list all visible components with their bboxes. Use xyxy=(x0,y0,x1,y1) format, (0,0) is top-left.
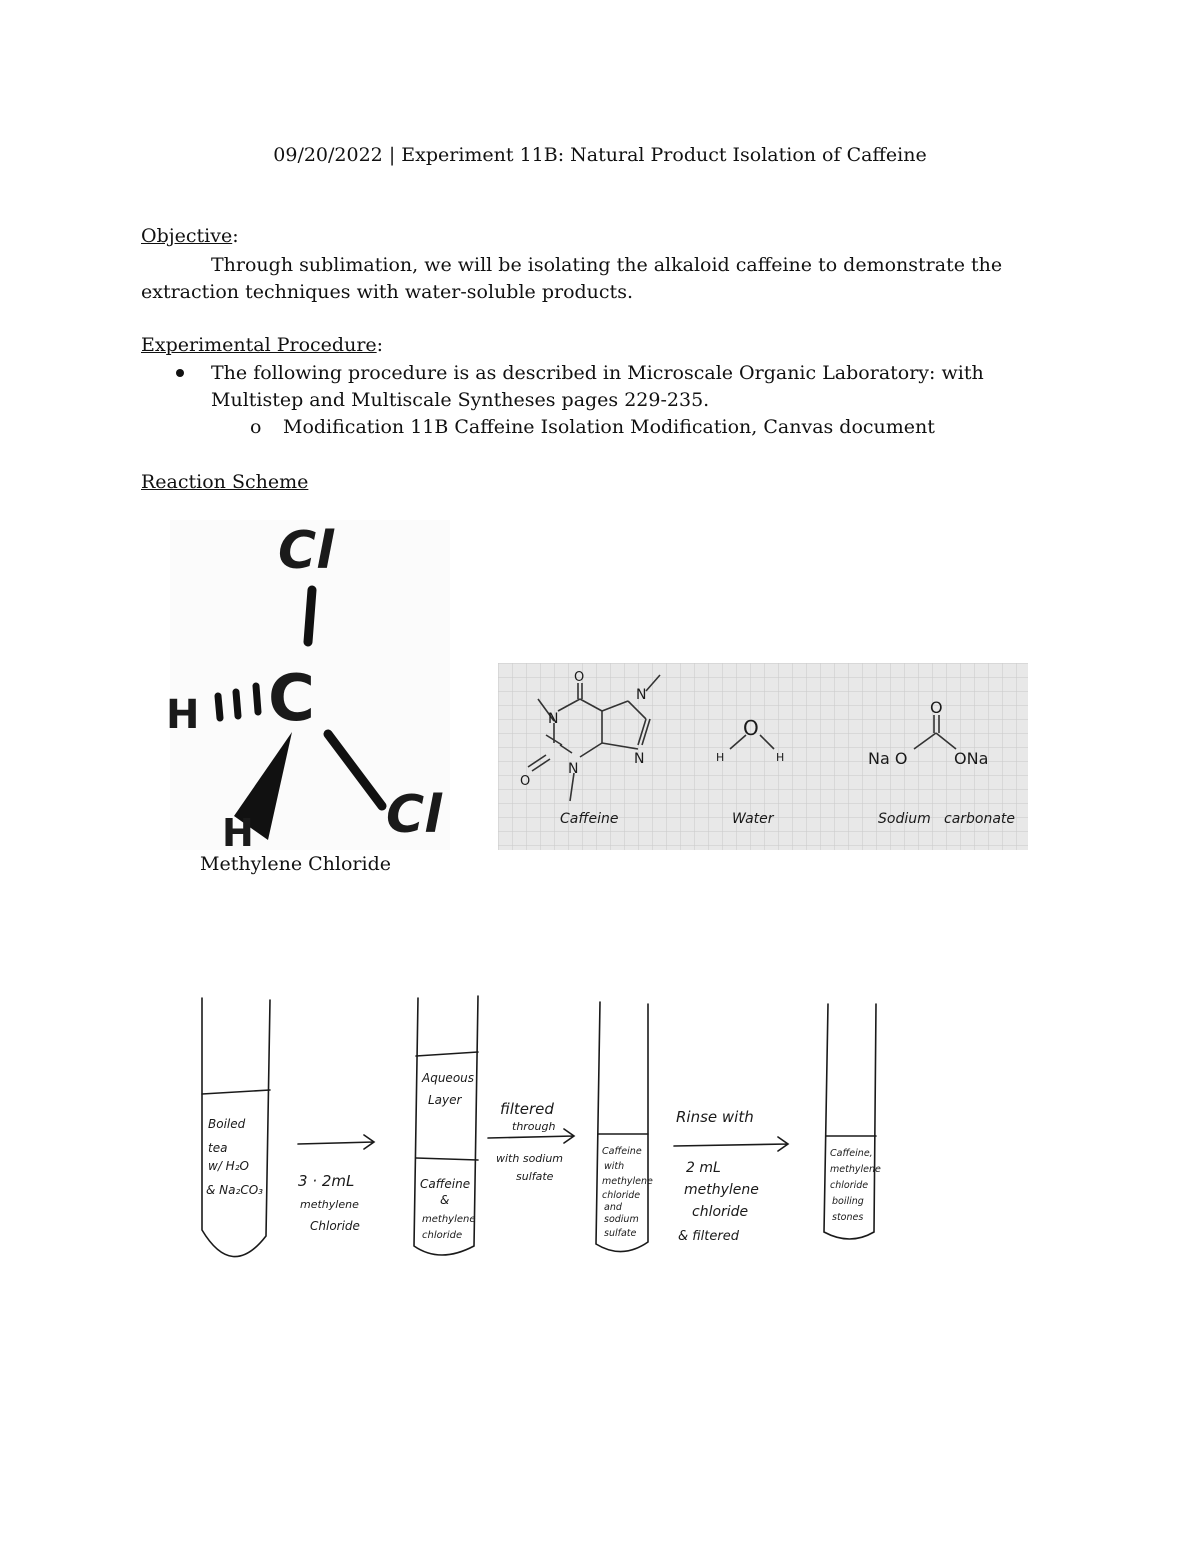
arrow-3-text-4: chloride xyxy=(692,1204,749,1220)
tube-4-text-2: methylene xyxy=(830,1164,881,1175)
water-label: Water xyxy=(732,811,774,827)
tube-4-text-1: Caffeine, xyxy=(830,1148,873,1159)
carbon-label: C xyxy=(268,662,315,736)
caffeine-o-top: O xyxy=(574,670,585,685)
carbonate-nao: Na O xyxy=(868,749,908,768)
arrow-2-text-3: with sodium xyxy=(496,1152,564,1165)
arrow-3-text-2: 2 mL xyxy=(686,1160,721,1176)
procedure-sub-item: Modification 11B Caffeine Isolation Modification, Canvas document xyxy=(283,416,935,438)
procedure-bullet-line-2: Multistep and Multiscale Syntheses pages 229-235. xyxy=(211,389,710,411)
arrow-3-text-3: methylene xyxy=(684,1182,759,1198)
tube-1-text-3: w/ H₂O xyxy=(208,1159,249,1173)
tube-4-text-4: boiling xyxy=(832,1196,864,1207)
arrow-3-text-1: Rinse with xyxy=(676,1108,754,1126)
tube-1-liquid-line xyxy=(202,1090,270,1094)
tube-3-text-7: sulfate xyxy=(604,1228,637,1239)
tube-2-bottom-text-1: Caffeine xyxy=(420,1177,471,1191)
methylene-chloride-structure xyxy=(160,520,450,855)
sodium-label: Sodium xyxy=(878,811,931,827)
water-h-left: H xyxy=(716,751,725,764)
tube-3-text-2: with xyxy=(604,1161,625,1172)
tube-4-text-5: stones xyxy=(832,1212,864,1223)
arrow-1-text-1: 3 · 2mL xyxy=(298,1172,355,1190)
caffeine-n3: N xyxy=(568,761,579,777)
water-o-label: O xyxy=(743,716,759,740)
extraction-process-diagram xyxy=(190,990,910,1280)
tube-3-text-3: methylene xyxy=(602,1176,653,1187)
objective-heading: Objective: xyxy=(141,225,239,247)
h-hash-label: H xyxy=(166,692,200,738)
objective-line-2: extraction techniques with water-soluble products. xyxy=(141,281,633,303)
caffeine-n7: N xyxy=(636,687,647,703)
arrow-2-text-1: filtered xyxy=(500,1100,554,1118)
tube-2-top-text-1: Aqueous xyxy=(422,1071,475,1085)
bond-top xyxy=(308,590,312,642)
cl-right-label: Cl xyxy=(386,785,442,845)
methylene-chloride-caption: Methylene Chloride xyxy=(200,853,392,875)
tube-3-text-6: sodium xyxy=(604,1214,639,1225)
tube-2-bottom-text-3: methylene xyxy=(422,1214,476,1225)
procedure-bullet-line-1: The following procedure is as described in Microscale Organic Laboratory: with xyxy=(211,362,984,384)
objective-line-1: Through sublimation, we will be isolating the alkaloid caffeine to demonstrate the xyxy=(211,254,1003,276)
tube-3-text-1: Caffeine xyxy=(602,1146,642,1157)
arrow-2-text-2: through xyxy=(512,1120,556,1133)
arrow-1-text-2: methylene xyxy=(300,1198,359,1211)
arrow-1 xyxy=(298,1135,374,1149)
caffeine-o-left: O xyxy=(520,774,531,789)
tube-3-text-4: chloride xyxy=(602,1190,641,1201)
water-h-right: H xyxy=(776,751,785,764)
reaction-scheme-heading: Reaction Scheme xyxy=(141,471,309,493)
arrow-1-text-3: Chloride xyxy=(310,1219,360,1233)
reagents-sketch xyxy=(498,663,1028,850)
h-wedge-label: H xyxy=(222,811,254,855)
sub-bullet-marker: o xyxy=(250,416,262,438)
arrow-2-text-4: sulfate xyxy=(516,1170,554,1183)
carbonate-label: carbonate xyxy=(944,811,1016,827)
tube-4-text-3: chloride xyxy=(830,1180,869,1191)
tube-1-text-1: Boiled xyxy=(208,1117,246,1131)
carbonate-o-top: O xyxy=(930,698,943,717)
tube-2-bottom-text-4: chloride xyxy=(422,1230,463,1241)
tube-3-text-5: and xyxy=(604,1202,622,1213)
caffeine-label: Caffeine xyxy=(560,811,619,827)
tube-1-text-4: & Na₂CO₃ xyxy=(206,1183,263,1197)
document-title: 09/20/2022 | Experiment 11B: Natural Product Isolation of Caffeine xyxy=(273,144,927,166)
tube-2-top-text-2: Layer xyxy=(428,1093,462,1107)
procedure-heading: Experimental Procedure: xyxy=(141,334,384,356)
caffeine-n1: N xyxy=(548,711,559,727)
tube-1-text-2: tea xyxy=(208,1141,228,1155)
arrow-3-text-5: & filtered xyxy=(678,1229,739,1244)
tube-2-interface-line xyxy=(416,1158,478,1160)
tube-2-top-line xyxy=(416,1052,478,1056)
tube-2-bottom-text-2: & xyxy=(440,1193,450,1207)
arrow-3 xyxy=(674,1137,788,1151)
caffeine-n9: N xyxy=(634,751,645,767)
cl-top-label: Cl xyxy=(278,521,334,581)
carbonate-ona: ONa xyxy=(954,749,989,768)
bullet-marker xyxy=(176,369,184,377)
